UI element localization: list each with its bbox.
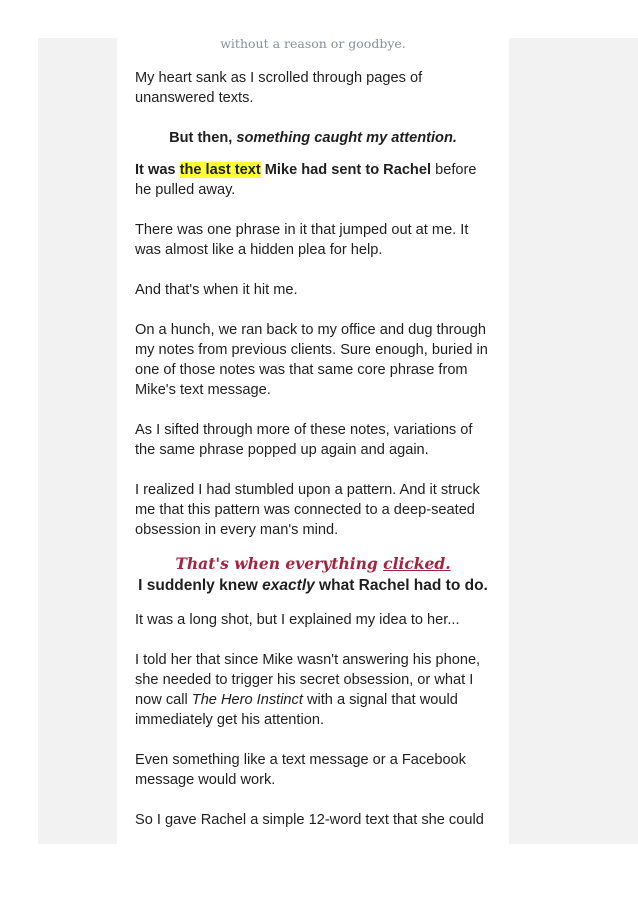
paragraph-hunch: On a hunch, we ran back to my office and dug through my notes from previous clients. Sure enough, buried in one of those notes was that same core phrase from Mike's text message. (135, 322, 488, 398)
paragraph-twelve-word: So I gave Rachel a simple 12-word text that she could (135, 812, 484, 828)
paragraph-pattern: I realized I had stumbled upon a pattern. And it struck me that this pattern was connected to a deep-seated obsession in every man's mind. (135, 482, 480, 538)
paragraph-long-shot: It was a long shot, but I explained my idea to her... (135, 612, 460, 628)
heading-knew-exactly: I suddenly knew exactly what Rachel had to do. (138, 577, 488, 594)
paragraph-phrase: There was one phrase in it that jumped out at me. It was almost like a hidden plea for help. (135, 222, 469, 258)
paragraph-last-text: It was the last text Mike had sent to Rachel before he pulled away. (135, 162, 477, 198)
paragraph-caught-attention: But then, something caught my attention. (169, 130, 457, 146)
paragraph-text-message: Even something like a text message or a Facebook message would work. (135, 752, 466, 788)
paragraph-hit-me: And that's when it hit me. (135, 282, 298, 298)
document-page (117, 38, 509, 844)
paragraph-sifted: As I sifted through more of these notes, variations of the same phrase popped up again and again. (135, 422, 473, 458)
heading-clicked: That's when everything clicked. (175, 554, 451, 573)
paragraph-hero-instinct: I told her that since Mike wasn't answering his phone, she needed to trigger his secret obsession, or what I now call The Hero Instinct with a signal that would immediately get his attention. (135, 652, 481, 728)
paragraph-unanswered: My heart sank as I scrolled through pages of unanswered texts. (135, 70, 423, 106)
previous-line: without a reason or goodbye. (220, 38, 406, 51)
highlight-last-text: the last text (179, 162, 261, 178)
